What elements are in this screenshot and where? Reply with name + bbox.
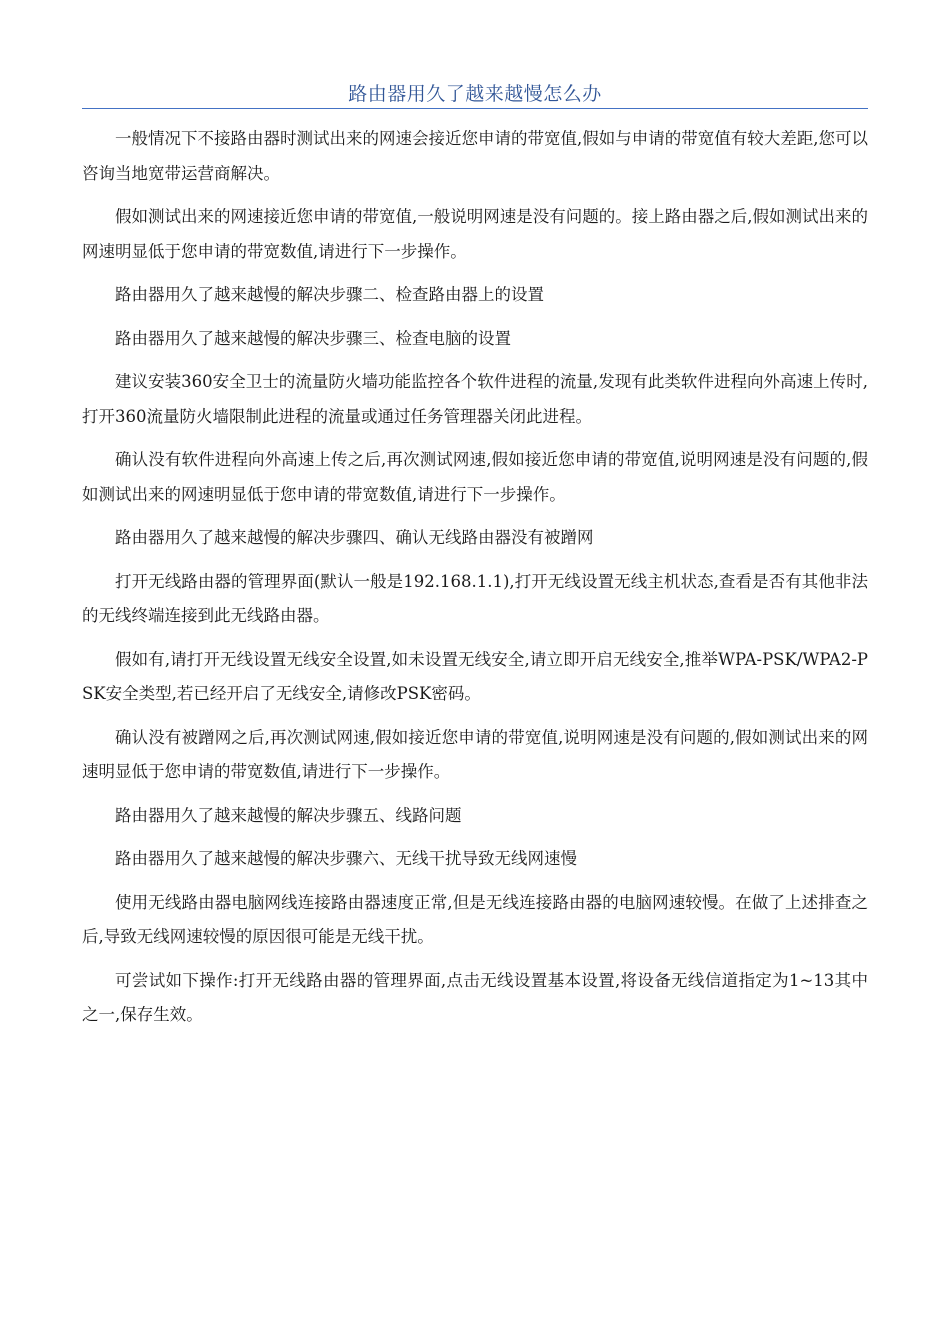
paragraph: 建议安装360安全卫士的流量防火墙功能监控各个软件进程的流量,发现有此类软件进程向外高速上传时,打开360流量防火墙限制此进程的流量或通过任务管理器关闭此进程。 [82, 372, 868, 426]
document-body [82, 122, 868, 1042]
paragraph: 一般情况下不接路由器时测试出来的网速会接近您申请的带宽值,假如与申请的带宽值有较大差距,您可以咨询当地宽带运营商解决。 [82, 129, 868, 183]
step-heading: 路由器用久了越来越慢的解决步骤四、确认无线路由器没有被蹭网 [115, 528, 594, 547]
paragraph: 可尝试如下操作:打开无线路由器的管理界面,点击无线设置基本设置,将设备无线信道指定为1~13其中之一,保存生效。 [82, 970, 868, 1024]
title-underline [82, 108, 868, 109]
paragraph: 确认没有被蹭网之后,再次测试网速,假如接近您申请的带宽值,说明网速是没有问题的,假如测试出来的网速明显低于您申请的带宽数值,请进行下一步操作。 [82, 727, 868, 781]
step-heading: 路由器用久了越来越慢的解决步骤五、线路问题 [115, 805, 462, 825]
step-heading: 路由器用久了越来越慢的解决步骤六、无线干扰导致无线网速慢 [115, 849, 577, 868]
document-title: 路由器用久了越来越慢怎么办 [348, 83, 602, 105]
paragraph: 假如有,请打开无线设置无线安全设置,如未设置无线安全,请立即开启无线安全,推举WPA-PSK/WPA2-PSK安全类型,若已经开启了无线安全,请修改PSK密码。 [82, 649, 868, 703]
step-heading: 路由器用久了越来越慢的解决步骤二、检查路由器上的设置 [115, 285, 544, 304]
paragraph: 打开无线路由器的管理界面(默认一般是192.168.1.1),打开无线设置无线主机状态,查看是否有其他非法的无线终端连接到此无线路由器。 [82, 571, 868, 625]
step-heading: 路由器用久了越来越慢的解决步骤三、检查电脑的设置 [115, 328, 511, 348]
paragraph: 假如测试出来的网速接近您申请的带宽值,一般说明网速是没有问题的。接上路由器之后,假如测试出来的网速明显低于您申请的带宽数值,请进行下一步操作。 [82, 207, 868, 261]
paragraph: 确认没有软件进程向外高速上传之后,再次测试网速,假如接近您申请的带宽值,说明网速是没有问题的,假如测试出来的网速明显低于您申请的带宽数值,请进行下一步操作。 [82, 450, 868, 504]
paragraph: 使用无线路由器电脑网线连接路由器速度正常,但是无线连接路由器的电脑网速较慢。在做了上述排查之后,导致无线网速较慢的原因很可能是无线干扰。 [82, 892, 868, 946]
